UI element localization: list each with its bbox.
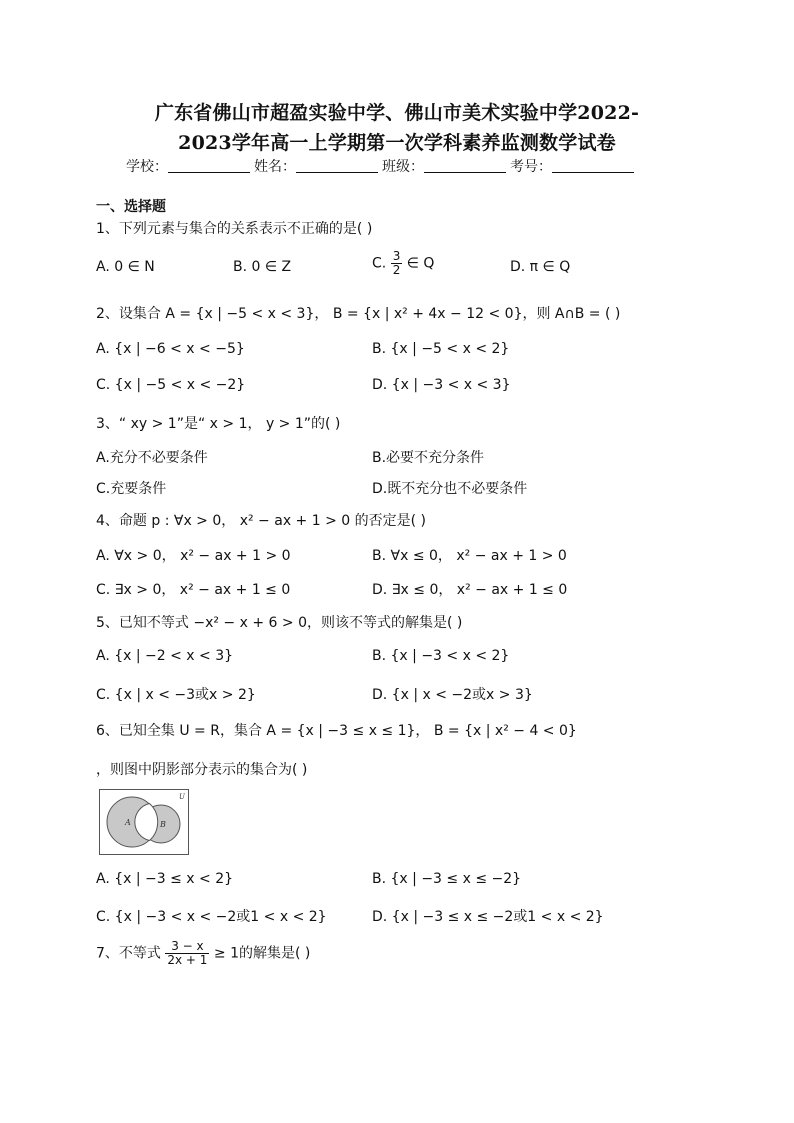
question-4-option-a: A. ∀x > 0， x² − ax + 1 > 0 (96, 548, 291, 564)
fraction-numerator: 3 − x (165, 940, 209, 954)
name-label: 姓名： (254, 159, 296, 175)
exam-title-line-2: 2023学年高一上学期第一次学科素养监测数学试卷 (178, 132, 616, 154)
venn-diagram (99, 789, 189, 855)
question-1-option-a: A. 0 ∈ N (96, 259, 155, 275)
question-2-stem: 2、设集合 A = {x | −5 < x < 3}， B = {x | x² + 4x − 12 < 0}，则 A∩B = ( ) (96, 306, 621, 322)
question-6-stem: 6、已知全集 U = R，集合 A = {x | −3 ≤ x ≤ 1}， B = {x | x² − 4 < 0} (96, 723, 577, 739)
question-1-option-b: B. 0 ∈ Z (233, 259, 292, 275)
question-6-stem-continued: ，则图中阴影部分表示的集合为( ) (96, 762, 308, 778)
question-7-fraction (165, 940, 209, 967)
question-4-option-d: D. ∃x ≤ 0， x² − ax + 1 ≤ 0 (372, 582, 568, 598)
class-blank (424, 158, 506, 173)
question-2-option-c: C. {x | −5 < x < −2} (96, 377, 246, 393)
question-1-option-c (372, 250, 434, 277)
id-blank (552, 158, 634, 173)
question-5-option-c: C. {x | x < −3或x > 2} (96, 687, 256, 703)
question-3-option-b: B.必要不充分条件 (372, 450, 485, 466)
question-4-option-b: B. ∀x ≤ 0， x² − ax + 1 > 0 (372, 548, 567, 564)
option-c-label: C. (372, 255, 387, 272)
universe-label: U (179, 793, 185, 801)
option-c-tail: ∈ Q (406, 255, 435, 272)
question-3-option-d: D.既不充分也不必要条件 (372, 481, 528, 497)
question-6-option-b: B. {x | −3 ≤ x ≤ −2} (372, 871, 522, 887)
question-6-option-d: D. {x | −3 ≤ x ≤ −2或1 < x < 2} (372, 909, 604, 925)
class-label: 班级： (382, 159, 424, 175)
question-1-option-d: D. π ∈ Q (510, 259, 571, 275)
question-7-stem (96, 940, 310, 967)
name-blank (296, 158, 378, 173)
question-3-option-c: C.充要条件 (96, 481, 167, 497)
school-label: 学校： (126, 159, 168, 175)
question-1-stem: 1、下列元素与集合的关系表示不正确的是( ) (96, 221, 373, 237)
question-7-prefix: 7、不等式 (96, 945, 161, 962)
question-4-option-c: C. ∃x > 0， x² − ax + 1 ≤ 0 (96, 582, 291, 598)
school-blank (168, 158, 250, 173)
question-2-option-a: A. {x | −6 < x < −5} (96, 341, 245, 357)
section-title: 一、选择题 (96, 199, 166, 215)
question-2-option-b: B. {x | −5 < x < 2} (372, 341, 510, 357)
question-5-option-d: D. {x | x < −2或x > 3} (372, 687, 533, 703)
exam-title-line-1: 广东省佛山市超盈实验中学、佛山市美术实验中学2022- (154, 102, 640, 124)
question-4-stem: 4、命题 p : ∀x > 0， x² − ax + 1 > 0 的否定是( ) (96, 513, 427, 529)
question-5-stem: 5、已知不等式 −x² − x + 6 > 0，则该不等式的解集是( ) (96, 615, 463, 631)
question-6-option-c: C. {x | −3 < x < −2或1 < x < 2} (96, 909, 327, 925)
question-5-option-b: B. {x | −3 < x < 2} (372, 648, 510, 664)
fraction (391, 250, 403, 277)
question-5-option-a: A. {x | −2 < x < 3} (96, 648, 234, 664)
question-3-stem: 3、“ xy > 1”是“ x > 1， y > 1”的( ) (96, 416, 341, 432)
id-label: 考号： (510, 159, 552, 175)
fraction-denominator: 2 (392, 263, 401, 277)
set-b-label: B (160, 820, 166, 829)
question-6-option-a: A. {x | −3 ≤ x < 2} (96, 871, 234, 887)
question-7-suffix: ≥ 1的解集是( ) (213, 945, 311, 962)
fraction-denominator: 2x + 1 (167, 953, 208, 967)
question-3-option-a: A.充分不必要条件 (96, 450, 208, 466)
question-2-option-d: D. {x | −3 < x < 3} (372, 377, 511, 393)
student-info-row (126, 156, 638, 176)
set-a-label: A (125, 818, 131, 827)
fraction-numerator: 3 (392, 249, 401, 263)
